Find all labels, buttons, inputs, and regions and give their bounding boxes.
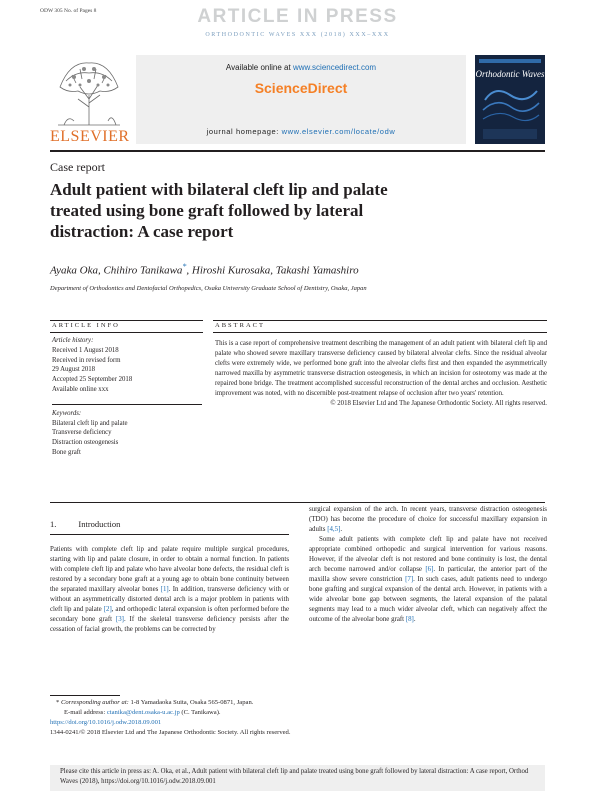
article-title-line-1: Adult patient with bilateral cleft lip and palate xyxy=(50,180,388,199)
article-title xyxy=(50,179,530,242)
reference-link[interactable]: [7] xyxy=(405,576,414,583)
abstract-copyright: © 2018 Elsevier Ltd and The Japanese Orthodontic Society. All rights reserved. xyxy=(330,400,547,407)
corresponding-label: Corresponding author at: xyxy=(60,699,129,706)
abstract-heading: ABSTRACT xyxy=(215,322,265,329)
paragraph-text: . In addition, transverse deficiency with or without an asymmetrically distorted dental arch is a major problem in patients with cleft lip and palate xyxy=(50,586,289,613)
keyword-item: Bone graft xyxy=(52,448,81,456)
journal-homepage-line xyxy=(136,127,466,136)
history-available: Available online xxx xyxy=(52,385,109,393)
paragraph-text: Patients with complete cleft lip and palate require multiple surgical procedures, starting with lip and palate closure, in order to obtain a normal function. In patients with complete cleft lip and palate who have alveolar bone defects, the residual cleft is restored by a secondary bone graft at a young age to obtain bone continuity between the separated maxillary alveolar bones xyxy=(50,546,289,593)
paragraph xyxy=(50,545,289,635)
abstract-end-rule xyxy=(50,502,545,503)
journal-homepage-link[interactable]: www.elsevier.com/locate/odw xyxy=(281,127,396,136)
author-list xyxy=(50,262,359,277)
abstract xyxy=(215,339,547,409)
keyword-item: Distraction osteogenesis xyxy=(52,439,119,447)
email-line xyxy=(50,708,545,718)
authors-first: Ayaka Oka, Chihiro Tanikawa xyxy=(50,264,183,277)
article-info-heading: ARTICLE INFO xyxy=(52,322,120,329)
reference-link[interactable]: [4,5] xyxy=(327,526,341,533)
email-suffix: (C. Tanikawa). xyxy=(179,709,221,716)
header-rule xyxy=(50,150,545,152)
keywords-label: Keywords: xyxy=(52,409,82,417)
footnote-rule xyxy=(50,695,120,696)
reference-link[interactable]: [8] xyxy=(405,616,414,623)
article-in-press-banner: ARTICLE IN PRESS xyxy=(197,6,398,27)
paragraph-text: . In such cases, adult patients need to undergo bone grafting and surgical expansion of the dental arch. However, in patients with a wide alveolar bone gap between segments, the lateral expansion of the palatal segments may lead to a much wider alveolar cleft, which can negatively affect the outcome of the alveolar bone graft xyxy=(309,576,548,623)
elsevier-wordmark: ELSEVIER xyxy=(50,128,130,145)
reference-link[interactable]: [1] xyxy=(160,586,169,593)
reference-link[interactable]: [3] xyxy=(115,616,124,623)
footnote xyxy=(50,698,545,738)
paragraph-text: Some adult patients with complete cleft lip and palate have not received appropriate combined orthopedic and surgical intervention for various reasons. However, if the alveolar cleft is not restored and bone continuity is lost, the dental arch become narrowed and/or collapse xyxy=(309,536,547,573)
reference-link[interactable]: [6] xyxy=(425,566,434,573)
article-info-rule-top xyxy=(50,320,203,321)
article-type: Case report xyxy=(50,160,105,174)
citation-text: Please cite this article in press as: A. Oka, et al., Adult patient with bilateral cleft lip and palate treated using bone graft followed by lateral distraction: A case report, Orthod Waves (2018), https://doi.org/10.1016/j.odw.2018.09.001 xyxy=(60,768,529,785)
keywords-rule xyxy=(52,404,202,405)
paragraph xyxy=(309,535,547,625)
authors-rest: , Hiroshi Kurosaka, Takashi Yamashiro xyxy=(186,264,359,277)
available-online-line xyxy=(136,63,466,72)
article-title-line-2: treated using bone graft followed by lateral xyxy=(50,201,364,220)
body-column-right xyxy=(309,505,547,625)
doi-link[interactable]: https://doi.org/10.1016/j.odw.2018.09.001 xyxy=(50,719,162,726)
keyword-item: Transverse deficiency xyxy=(52,429,112,437)
journal-cover-title: Orthodontic Waves xyxy=(475,69,545,79)
section-heading xyxy=(50,519,120,529)
history-revised-label: Received in revised form xyxy=(52,356,121,364)
article-title-line-3: distraction: A case report xyxy=(50,222,234,241)
corresponding-address: 1-8 Yamadaoka Suita, Osaka 565-0871, Japan. xyxy=(128,699,254,706)
corresponding-author-note xyxy=(50,698,545,708)
article-info-rule-bottom xyxy=(50,332,203,333)
abstract-text: This is a case report of comprehensive treatment describing the management of an adult patient with bilateral cleft lip and palate who showed severe maxillary transverse deficiency caused by bilateral alveolar clefts. Since the residual alveolar clefts were extremely wide, we performed bone graft into the alveolar clefts first and then expanded the asymmetrically narrowed maxilla by asymmetric transverse distraction osteogenesis, in which an incision for osteotomy was made at the repaired bone bridge. The treatment accomplished successful reconstruction of the dental arches and occlusion. Aesthetic improvement was noted, with no discernible post-treatment relapse of occlusion after two years' retention. xyxy=(215,340,547,397)
available-online-label: Available online at xyxy=(225,63,293,72)
body-column-left xyxy=(50,545,289,635)
section-heading-rule xyxy=(50,534,289,535)
history-revised-date: 29 August 2018 xyxy=(52,366,96,374)
issn-line: 1344-0241/© 2018 Elsevier Ltd and The Japanese Orthodontic Society. All rights reserved. xyxy=(50,729,291,736)
footnote-mark: * xyxy=(56,699,60,706)
paragraph-text: , and orthopedic lateral expansion is often performed before the secondary bone graft xyxy=(50,606,290,623)
paragraph-text: . xyxy=(340,526,343,533)
paragraph xyxy=(309,505,547,535)
sciencedirect-logo: ScienceDirect xyxy=(254,80,348,96)
reference-link[interactable]: [2] xyxy=(103,606,112,613)
article-history-label: Article history: xyxy=(52,337,94,344)
abstract-rule-bottom xyxy=(213,332,547,333)
section-title: Introduction xyxy=(78,519,121,529)
article-info xyxy=(52,336,202,458)
journal-cover-image xyxy=(475,55,545,144)
paragraph-text: surgical expansion of the arch. In recent years, transverse distraction osteogenesis (TDO) has become the procedure of choice for successful maxillary expansion in adults xyxy=(309,506,547,533)
paragraph-text: . xyxy=(413,616,416,623)
corresponding-author-mark[interactable]: * xyxy=(182,262,187,271)
journal-running-head: ORTHODONTIC WAVES XXX (2018) XXX–XXX xyxy=(205,32,390,38)
sciencedirect-link[interactable]: www.sciencedirect.com xyxy=(292,63,377,72)
history-accepted: Accepted 25 September 2018 xyxy=(52,376,133,384)
abstract-rule-top xyxy=(213,320,547,321)
affiliation: Department of Orthodontics and Dentofacial Orthopedics, Osaka University Graduate School of Dentistry, Osaka, Japan xyxy=(50,285,367,292)
section-number: 1. xyxy=(50,519,57,529)
paragraph-text: . In particular, the anterior part of the maxilla show severe constriction xyxy=(309,566,548,583)
paragraph-text: . If the skeletal transverse deficiency persists after the cessation of facial growth, the problems can be corrected by xyxy=(50,616,289,633)
keyword-item: Bilateral cleft lip and palate xyxy=(52,419,128,427)
journal-homepage-label: journal homepage: xyxy=(206,127,282,136)
email-label: E-mail address: xyxy=(64,709,107,716)
manuscript-code: ODW 305 No. of Pages 8 xyxy=(40,8,97,14)
email-link[interactable]: ctanika@dent.osaka-u.ac.jp xyxy=(106,709,180,716)
history-received: Received 1 August 2018 xyxy=(52,346,119,354)
